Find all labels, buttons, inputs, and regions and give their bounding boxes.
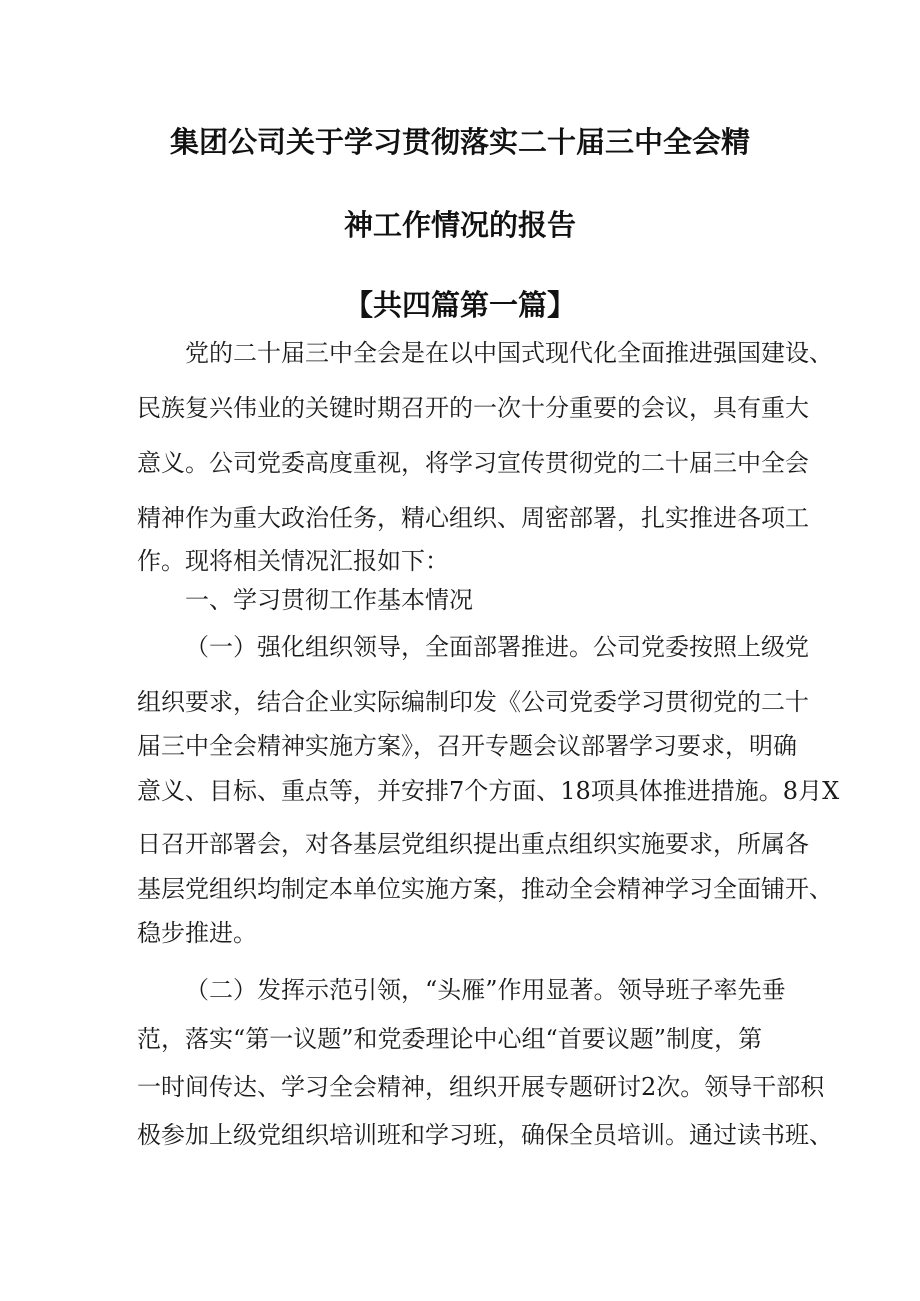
paragraph-line: 作。现将相关情况汇报如下：	[137, 547, 449, 575]
paragraph-line: 民族复兴伟业的关键时期召开的一次十分重要的会议，具有重大	[137, 394, 809, 422]
paragraph-line: 一时间传达、学习全会精神，组织开展专题研讨2次。领导干部积	[137, 1073, 825, 1101]
paragraph-line: 范，落实“第一议题”和党委理论中心组“首要议题”制度，第	[137, 1025, 763, 1053]
paragraph-line: 基层党组织均制定本单位实施方案，推动全会精神学习全面铺开、	[137, 875, 833, 903]
paragraph-line: 稳步推进。	[137, 919, 257, 947]
paragraph-line: （二）发挥示范引领，“头雁”作用显著。领导班子率先垂	[185, 976, 786, 1004]
paragraph-line: 日召开部署会，对各基层党组织提出重点组织实施要求，所属各	[137, 830, 809, 858]
document-title-line-1: 集团公司关于学习贯彻落实二十届三中全会精	[169, 125, 750, 159]
paragraph-line: 党的二十届三中全会是在以中国式现代化全面推进强国建设、	[185, 339, 833, 367]
paragraph-line: 届三中全会精神实施方案》，召开专题会议部署学习要求，明确	[137, 732, 797, 760]
paragraph-line: 意义。公司党委高度重视，将学习宣传贯彻党的二十届三中全会	[137, 449, 809, 477]
paragraph-line: 极参加上级党组织培训班和学习班，确保全员培训。通过读书班、	[137, 1121, 833, 1149]
paragraph-line: 组织要求，结合企业实际编制印发《公司党委学习贯彻党的二十	[137, 688, 809, 716]
document-title-line-2: 神工作情况的报告	[343, 208, 576, 242]
document-subtitle: 【共四篇第一篇】	[343, 288, 576, 322]
paragraph-line: 精神作为重大政治任务，精心组织、周密部署，扎实推进各项工	[137, 504, 809, 532]
paragraph-line: 意义、目标、重点等，并安排7个方面、18项具体推进措施。8月X	[137, 777, 840, 805]
section-heading: 一、学习贯彻工作基本情况	[185, 586, 473, 614]
paragraph-line: （一）强化组织领导，全面部署推进。公司党委按照上级党	[185, 633, 809, 661]
